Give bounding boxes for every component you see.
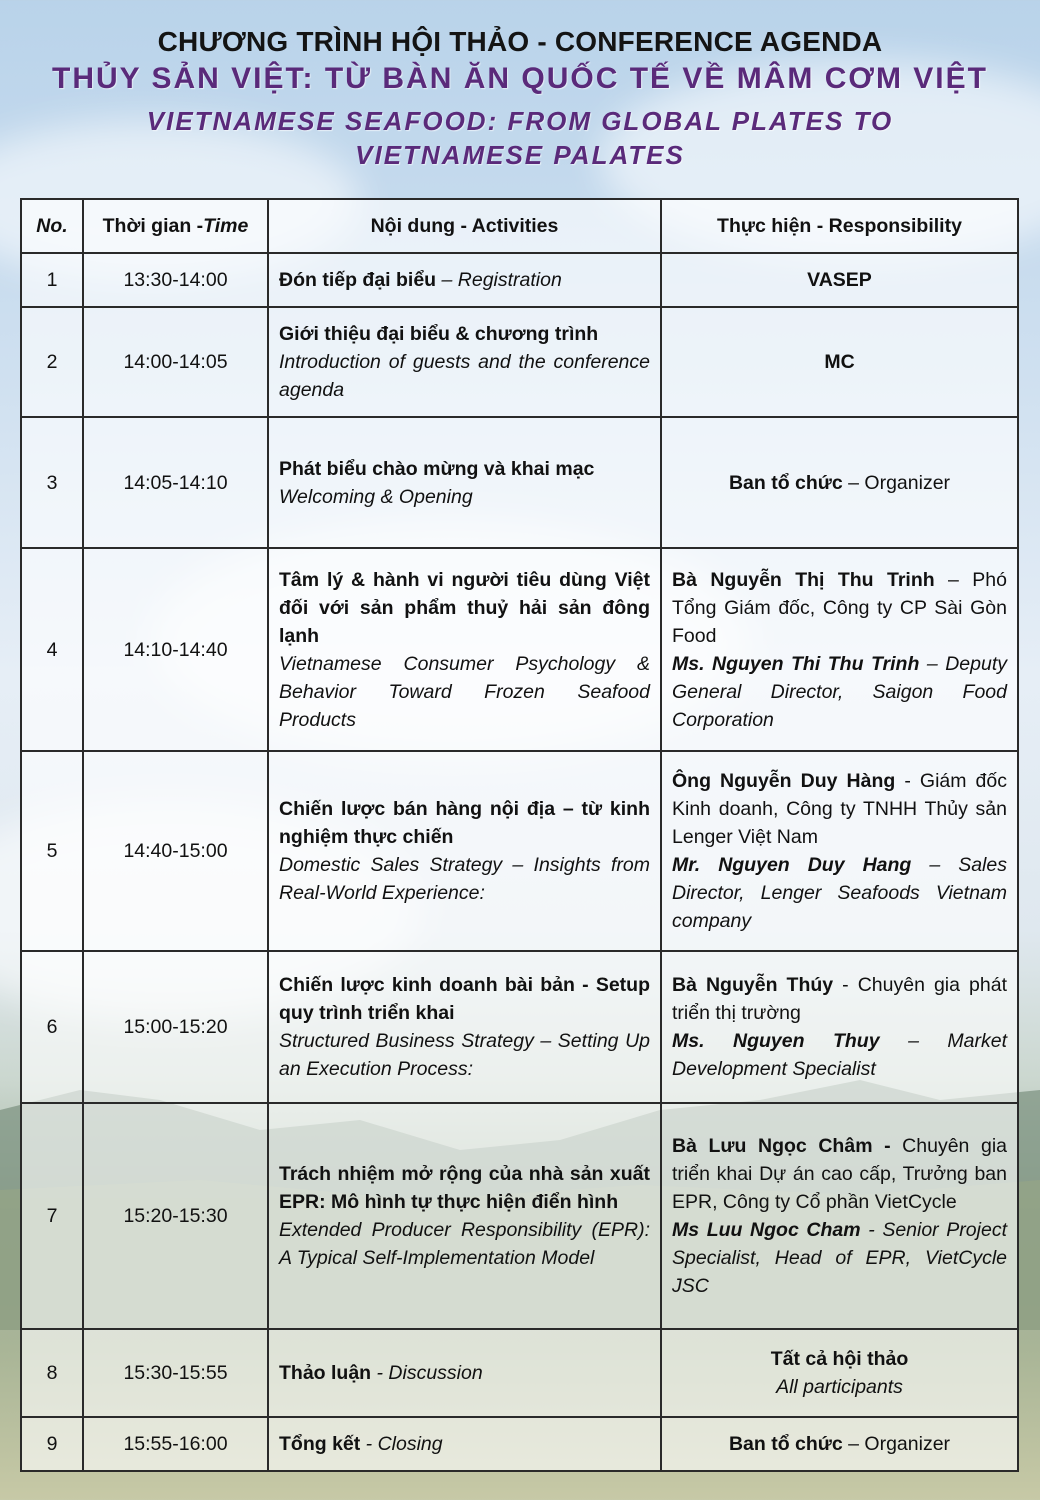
activity-title-en: - Discussion	[371, 1362, 483, 1384]
conference-title-en	[0, 104, 1040, 172]
row-no: 8	[21, 1329, 83, 1417]
activity-title-en: - Closing	[360, 1433, 443, 1455]
row-responsibility	[661, 1329, 1018, 1417]
row-activity	[268, 951, 661, 1103]
row-activity	[268, 548, 661, 751]
row-time: 15:55-16:00	[83, 1417, 268, 1471]
responsible-name-en: Mr. Nguyen Duy Hang	[672, 854, 912, 876]
table-row	[21, 307, 1018, 417]
activity-title: Chiến lược bán hàng nội địa – từ kinh nghiệm thực chiến	[279, 798, 650, 848]
responsible-name: Bà Nguyễn Thị Thu Trinh	[672, 568, 935, 591]
table-header-row	[21, 199, 1018, 253]
row-responsibility	[661, 1103, 1018, 1329]
responsible-role-en: – Deputy General Director, Saigon Food Corporation	[672, 652, 1008, 731]
table-row	[21, 951, 1018, 1103]
table-row	[21, 548, 1018, 751]
row-time: 15:20-15:30	[83, 1103, 268, 1329]
responsible-role-en: – Market Development Specialist	[672, 1030, 1007, 1080]
table-row	[21, 1103, 1018, 1329]
activity-title: Trách nhiệm mở rộng của nhà sản xuất EPR: Mô hình tự thực hiện điển hình	[279, 1163, 650, 1213]
activity-title-en: Structured Business Strategy – Setting Up an Execution Process:	[279, 1030, 650, 1080]
conference-title-vi: THỦY SẢN VIỆT: TỪ BÀN ĂN QUỐC TẾ VỀ MÂM CƠM VIỆT	[52, 62, 988, 95]
responsible-role: – Phó Tổng Giám đốc, Công ty CP Sài Gòn Food	[672, 568, 1007, 647]
row-time: 14:40-15:00	[83, 751, 268, 951]
responsible-name: Ban tổ chức	[728, 471, 843, 494]
row-activity	[268, 1103, 661, 1329]
activity-title-en: Introduction of guests and the conference agenda	[279, 351, 650, 401]
responsible-role: – Organizer	[842, 1433, 951, 1455]
activity-title-en: Extended Producer Responsibility (EPR): A Typical Self-Implementation Model	[279, 1219, 650, 1269]
row-time: 15:00-15:20	[83, 951, 268, 1103]
row-responsibility	[661, 307, 1018, 417]
responsible-role-en: – Sales Director, Lenger Seafoods Vietnam company	[672, 854, 1007, 932]
row-activity	[268, 751, 661, 951]
agenda-table	[20, 198, 1019, 1472]
row-responsibility	[661, 751, 1018, 951]
row-no: 9	[21, 1417, 83, 1471]
responsible-role: Chuyên gia triển khai Dự án cao cấp, Trưởng ban EPR, Công ty Cổ phần VietCycle	[672, 1135, 1007, 1213]
responsible-name: Tất cả hội thảo	[770, 1348, 909, 1370]
table-row	[21, 1329, 1018, 1417]
row-no: 6	[21, 951, 83, 1103]
activity-title: Phát biểu chào mừng và khai mạc	[279, 457, 595, 480]
activity-title-en: – Registration	[436, 269, 562, 291]
column-header-time-label: Thời gian -	[102, 215, 204, 237]
table-row	[21, 1417, 1018, 1471]
row-no: 4	[21, 548, 83, 751]
activity-title: Giới thiệu đại biểu & chương trình	[279, 323, 599, 345]
row-activity	[268, 417, 661, 548]
row-activity	[268, 253, 661, 307]
activity-title-en: Vietnamese Consumer Psychology & Behavior Toward Frozen Seafood Products	[279, 652, 650, 731]
row-time: 13:30-14:00	[83, 253, 268, 307]
responsible-name: VASEP	[807, 269, 872, 291]
responsible-name: Ban tổ chức	[728, 1433, 843, 1455]
table-row	[21, 417, 1018, 548]
row-time: 14:05-14:10	[83, 417, 268, 548]
page-title: CHƯƠNG TRÌNH HỘI THẢO - CONFERENCE AGENDA	[157, 26, 883, 57]
responsible-name: MC	[824, 351, 855, 373]
responsible-name: Bà Lưu Ngọc Châm -	[672, 1135, 891, 1157]
row-time: 14:00-14:05	[83, 307, 268, 417]
column-header-time-italic: Time	[203, 215, 249, 237]
column-header-no: No.	[21, 199, 83, 253]
row-responsibility	[661, 253, 1018, 307]
row-time: 14:10-14:40	[83, 548, 268, 751]
row-responsibility	[661, 417, 1018, 548]
row-activity	[268, 1417, 661, 1471]
activity-title-en: Domestic Sales Strategy – Insights from Real-World Experience:	[279, 854, 650, 904]
row-responsibility	[661, 548, 1018, 751]
conference-title-en-line1: VIETNAMESE SEAFOOD: FROM GLOBAL PLATES TO	[146, 106, 894, 136]
row-activity	[268, 307, 661, 417]
row-time: 15:30-15:55	[83, 1329, 268, 1417]
activity-title: Đón tiếp đại biểu	[279, 269, 437, 291]
table-row	[21, 751, 1018, 951]
responsible-name-en: Ms. Nguyen Thi Thu Trinh	[672, 652, 920, 675]
responsible-role-en: - Senior Project Specialist, Head of EPR, VietCycle JSC	[672, 1219, 1007, 1297]
row-no: 7	[21, 1103, 83, 1329]
responsible-role-en: All participants	[776, 1376, 903, 1398]
row-no: 5	[21, 751, 83, 951]
conference-title-en-line2: VIETNAMESE PALATES	[355, 140, 685, 170]
activity-title-en: Welcoming & Opening	[279, 485, 473, 508]
column-header-responsibility: Thực hiện - Responsibility	[661, 199, 1018, 253]
responsible-role: - Chuyên gia phát triển thị trường	[672, 974, 1007, 1024]
responsible-name-en: Ms. Nguyen Thuy	[672, 1030, 880, 1052]
row-activity	[268, 1329, 661, 1417]
row-responsibility	[661, 1417, 1018, 1471]
responsible-name: Ông Nguyễn Duy Hàng	[672, 770, 896, 792]
responsible-name-en: Ms Luu Ngoc Cham	[672, 1219, 861, 1241]
row-no: 2	[21, 307, 83, 417]
column-header-activities: Nội dung - Activities	[268, 199, 661, 253]
row-responsibility	[661, 951, 1018, 1103]
header	[0, 0, 1040, 172]
row-no: 1	[21, 253, 83, 307]
responsible-name: Bà Nguyễn Thúy	[672, 974, 834, 996]
column-header-time	[83, 199, 268, 253]
activity-title: Tổng kết	[279, 1433, 361, 1455]
activity-title: Tâm lý & hành vi người tiêu dùng Việt đối với sản phẩm thuỷ hải sản đông lạnh	[279, 568, 650, 647]
table-row	[21, 253, 1018, 307]
responsible-role: – Organizer	[842, 471, 951, 494]
row-no: 3	[21, 417, 83, 548]
responsible-role: - Giám đốc Kinh doanh, Công ty TNHH Thủy sản Lenger Việt Nam	[672, 770, 1007, 848]
activity-title: Chiến lược kinh doanh bài bản - Setup quy trình triển khai	[279, 974, 650, 1024]
activity-title: Thảo luận	[279, 1362, 372, 1384]
